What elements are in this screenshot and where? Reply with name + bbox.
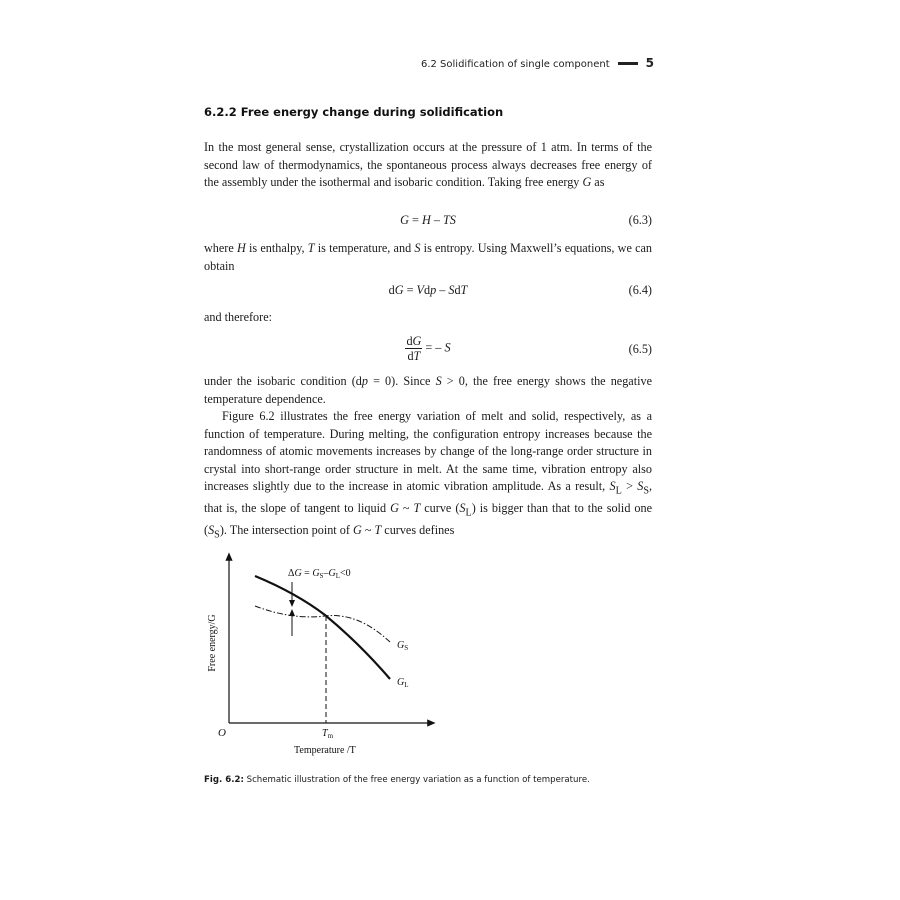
section-title: 6.2.2 Free energy change during solidification — [204, 105, 504, 119]
equation-6-5-expression: $\frac{dG}{dT}$ = – S — [406, 334, 451, 363]
solid-curve — [255, 606, 390, 642]
equation-6-4-expression: dG = Vdp – SdT — [388, 283, 468, 297]
equation-6-5 — [204, 334, 652, 366]
x-axis-label: Temperature /T — [294, 745, 356, 756]
liquid-curve — [255, 576, 390, 679]
caption-label: Fig. 6.2: — [204, 775, 244, 785]
fraction-dg-dt: $\frac{dG}{dT}$ — [406, 334, 422, 363]
page-number: 5 — [645, 56, 654, 70]
gl-label: $G_L$ — [397, 677, 409, 689]
running-head-section: 6.2 Solidification of single component — [420, 59, 610, 70]
origin-label: O — [218, 727, 226, 739]
figure-caption — [204, 775, 590, 785]
caption-text: Schematic illustration of the free energy variation as a function of temperature. — [243, 775, 590, 785]
equation-6-5-label: (6.5) — [628, 342, 652, 356]
paragraph-isobaric: under the isobaric condition (dp = 0). Since S > 0, the free energy shows the negative temperature dependence. — [204, 374, 652, 406]
running-head — [200, 56, 654, 70]
equation-6-3 — [204, 213, 652, 233]
paragraph-therefore: and therefore: — [204, 310, 273, 324]
tm-label: $T_m$ — [322, 728, 334, 740]
equation-6-4 — [204, 283, 652, 303]
delta-g-label: $\Delta G = G_S-G_L<0$ — [288, 568, 351, 580]
y-axis-label: Free energy/G — [207, 614, 218, 672]
paragraph-intro: In the most general sense, crystallization occurs at the pressure of 1 atm. In terms of the second law of thermodynamics, the spontaneous process always decreases free energy of the assembly under the isothermal and isobaric condition. Taking free energy G as — [204, 140, 652, 190]
running-head-rule — [618, 62, 638, 65]
gs-label: $G_S$ — [397, 640, 409, 652]
equation-6-4-label: (6.4) — [628, 283, 652, 297]
figure-free-energy-diagram — [200, 548, 440, 763]
equation-6-3-expression: G = H – TS — [400, 213, 456, 227]
paragraph-where: where H is enthalpy, T is temperature, and S is entropy. Using Maxwell’s equations, we can obtain — [204, 241, 652, 273]
paragraph-figure-discussion: Figure 6.2 illustrates the free energy variation of melt and solid, respectively, as a function of temperature. During melting, the configuration entropy increases because the randomness of atomic movements increases by change of the long-range order structure in crystal into short-range order structure in melt. At the same time, vibration entropy also increases slightly due to the increase in atomic vibration amplitude. As a result, $S_L > S_S$, that is, the slope of tangent to liquid G ~ T curve $(S_L)$ is bigger than that to the solid one $(S_S)$. The intersection point of G ~ T curves defines — [204, 409, 653, 541]
equation-6-3-label: (6.3) — [628, 213, 652, 227]
